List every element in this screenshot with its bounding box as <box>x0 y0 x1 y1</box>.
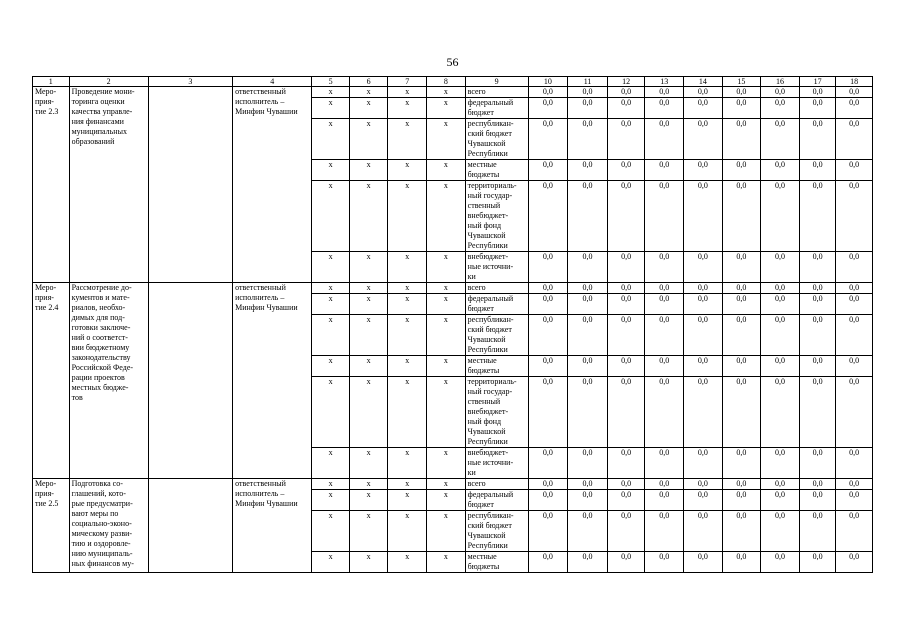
amount-cell: 0,0 <box>607 160 645 181</box>
amount-cell: 0,0 <box>607 98 645 119</box>
amount-cell: 0,0 <box>836 490 873 511</box>
amount-cell: 0,0 <box>684 294 723 315</box>
amount-cell: 0,0 <box>645 181 684 252</box>
amount-cell: 0,0 <box>568 283 608 294</box>
column-3-cell <box>148 479 232 573</box>
column-header: 6 <box>349 77 388 87</box>
amount-cell: 0,0 <box>799 252 836 283</box>
code-cell: х <box>427 552 466 573</box>
amount-cell: 0,0 <box>528 377 568 448</box>
amount-cell: 0,0 <box>568 552 608 573</box>
amount-cell: 0,0 <box>836 511 873 552</box>
amount-cell: 0,0 <box>568 315 608 356</box>
amount-cell: 0,0 <box>528 511 568 552</box>
amount-cell: 0,0 <box>528 479 568 490</box>
code-cell: х <box>427 377 466 448</box>
amount-cell: 0,0 <box>568 377 608 448</box>
code-cell: х <box>312 448 350 479</box>
amount-cell: 0,0 <box>799 283 836 294</box>
code-cell: х <box>312 356 350 377</box>
amount-cell: 0,0 <box>528 356 568 377</box>
amount-cell: 0,0 <box>528 87 568 98</box>
code-cell: х <box>427 283 466 294</box>
code-cell: х <box>388 294 427 315</box>
column-3-cell <box>148 283 232 479</box>
amount-cell: 0,0 <box>836 283 873 294</box>
amount-cell: 0,0 <box>722 356 761 377</box>
measure-label: Меро- прия- тие 2.4 <box>33 283 70 479</box>
column-header: 14 <box>684 77 723 87</box>
amount-cell: 0,0 <box>836 160 873 181</box>
amount-cell: 0,0 <box>799 448 836 479</box>
amount-cell: 0,0 <box>722 294 761 315</box>
amount-cell: 0,0 <box>607 479 645 490</box>
amount-cell: 0,0 <box>528 98 568 119</box>
code-cell: х <box>349 87 388 98</box>
amount-cell: 0,0 <box>607 490 645 511</box>
code-cell: х <box>388 252 427 283</box>
amount-cell: 0,0 <box>684 511 723 552</box>
column-header: 18 <box>836 77 873 87</box>
amount-cell: 0,0 <box>568 490 608 511</box>
amount-cell: 0,0 <box>684 448 723 479</box>
amount-cell: 0,0 <box>645 448 684 479</box>
amount-cell: 0,0 <box>528 315 568 356</box>
amount-cell: 0,0 <box>836 479 873 490</box>
amount-cell: 0,0 <box>836 98 873 119</box>
code-cell: х <box>349 552 388 573</box>
code-cell: х <box>427 181 466 252</box>
amount-cell: 0,0 <box>684 119 723 160</box>
amount-cell: 0,0 <box>722 252 761 283</box>
amount-cell: 0,0 <box>568 119 608 160</box>
code-cell: х <box>312 511 350 552</box>
column-header: 3 <box>148 77 232 87</box>
amount-cell: 0,0 <box>722 479 761 490</box>
amount-cell: 0,0 <box>722 315 761 356</box>
amount-cell: 0,0 <box>799 119 836 160</box>
amount-cell: 0,0 <box>799 490 836 511</box>
column-number-row <box>33 77 873 87</box>
column-header: 13 <box>645 77 684 87</box>
column-header: 2 <box>69 77 148 87</box>
amount-cell: 0,0 <box>645 252 684 283</box>
amount-cell: 0,0 <box>761 283 800 294</box>
amount-cell: 0,0 <box>684 479 723 490</box>
page-number: 56 <box>446 55 459 69</box>
amount-cell: 0,0 <box>836 448 873 479</box>
funding-source: федеральный бюджет <box>465 98 528 119</box>
amount-cell: 0,0 <box>684 315 723 356</box>
budget-table <box>32 76 873 573</box>
funding-source: всего <box>465 479 528 490</box>
amount-cell: 0,0 <box>645 356 684 377</box>
code-cell: х <box>312 294 350 315</box>
column-header: 12 <box>607 77 645 87</box>
amount-cell: 0,0 <box>836 87 873 98</box>
amount-cell: 0,0 <box>722 87 761 98</box>
amount-cell: 0,0 <box>836 356 873 377</box>
measure-description: Рассмотрение до- кументов и мате- риалов, необхо- димых для под- готовки заключе- ний о соответст- вии бюджетному законодательству Российской Феде- рации проектов местных бюдже- тов <box>69 283 148 479</box>
amount-cell: 0,0 <box>645 315 684 356</box>
amount-cell: 0,0 <box>761 294 800 315</box>
amount-cell: 0,0 <box>761 479 800 490</box>
table-row <box>33 283 873 294</box>
amount-cell: 0,0 <box>799 294 836 315</box>
amount-cell: 0,0 <box>722 377 761 448</box>
code-cell: х <box>427 119 466 160</box>
table-row <box>33 87 873 98</box>
amount-cell: 0,0 <box>836 252 873 283</box>
amount-cell: 0,0 <box>684 283 723 294</box>
amount-cell: 0,0 <box>761 181 800 252</box>
code-cell: х <box>312 315 350 356</box>
amount-cell: 0,0 <box>836 315 873 356</box>
column-header: 10 <box>528 77 568 87</box>
column-header: 5 <box>312 77 350 87</box>
amount-cell: 0,0 <box>528 490 568 511</box>
code-cell: х <box>312 98 350 119</box>
table-header <box>33 77 873 87</box>
amount-cell: 0,0 <box>645 119 684 160</box>
amount-cell: 0,0 <box>722 160 761 181</box>
code-cell: х <box>312 377 350 448</box>
column-header: 4 <box>233 77 312 87</box>
column-header: 8 <box>427 77 466 87</box>
code-cell: х <box>427 98 466 119</box>
amount-cell: 0,0 <box>528 294 568 315</box>
amount-cell: 0,0 <box>607 511 645 552</box>
amount-cell: 0,0 <box>761 448 800 479</box>
amount-cell: 0,0 <box>684 87 723 98</box>
amount-cell: 0,0 <box>568 294 608 315</box>
funding-source: республикан- ский бюджет Чувашской Республики <box>465 315 528 356</box>
code-cell: х <box>349 283 388 294</box>
amount-cell: 0,0 <box>799 181 836 252</box>
amount-cell: 0,0 <box>528 119 568 160</box>
amount-cell: 0,0 <box>722 552 761 573</box>
amount-cell: 0,0 <box>568 252 608 283</box>
code-cell: х <box>427 160 466 181</box>
amount-cell: 0,0 <box>645 98 684 119</box>
amount-cell: 0,0 <box>799 511 836 552</box>
amount-cell: 0,0 <box>528 283 568 294</box>
amount-cell: 0,0 <box>607 377 645 448</box>
code-cell: х <box>388 181 427 252</box>
amount-cell: 0,0 <box>684 356 723 377</box>
amount-cell: 0,0 <box>761 552 800 573</box>
amount-cell: 0,0 <box>684 490 723 511</box>
code-cell: х <box>349 252 388 283</box>
amount-cell: 0,0 <box>568 160 608 181</box>
funding-source: местные бюджеты <box>465 160 528 181</box>
code-cell: х <box>388 98 427 119</box>
amount-cell: 0,0 <box>645 479 684 490</box>
measure-description: Проведение мони- торинга оценки качества управле- ния финансами муниципальных образований <box>69 87 148 283</box>
code-cell: х <box>427 490 466 511</box>
code-cell: х <box>427 294 466 315</box>
column-header: 1 <box>33 77 70 87</box>
amount-cell: 0,0 <box>684 552 723 573</box>
amount-cell: 0,0 <box>568 181 608 252</box>
amount-cell: 0,0 <box>761 511 800 552</box>
amount-cell: 0,0 <box>722 448 761 479</box>
code-cell: х <box>388 356 427 377</box>
amount-cell: 0,0 <box>568 98 608 119</box>
funding-source: местные бюджеты <box>465 356 528 377</box>
column-header: 9 <box>465 77 528 87</box>
amount-cell: 0,0 <box>645 294 684 315</box>
code-cell: х <box>349 181 388 252</box>
amount-cell: 0,0 <box>836 181 873 252</box>
amount-cell: 0,0 <box>722 511 761 552</box>
code-cell: х <box>312 479 350 490</box>
funding-source: всего <box>465 87 528 98</box>
code-cell: х <box>388 511 427 552</box>
amount-cell: 0,0 <box>607 87 645 98</box>
amount-cell: 0,0 <box>568 511 608 552</box>
amount-cell: 0,0 <box>799 98 836 119</box>
amount-cell: 0,0 <box>722 490 761 511</box>
code-cell: х <box>312 160 350 181</box>
amount-cell: 0,0 <box>799 479 836 490</box>
code-cell: х <box>427 448 466 479</box>
amount-cell: 0,0 <box>568 356 608 377</box>
amount-cell: 0,0 <box>722 181 761 252</box>
amount-cell: 0,0 <box>722 283 761 294</box>
code-cell: х <box>388 552 427 573</box>
amount-cell: 0,0 <box>645 511 684 552</box>
code-cell: х <box>427 356 466 377</box>
responsible-executor: ответственный исполнитель – Минфин Чувашии <box>233 479 312 573</box>
code-cell: х <box>427 511 466 552</box>
amount-cell: 0,0 <box>684 252 723 283</box>
funding-source: федеральный бюджет <box>465 490 528 511</box>
code-cell: х <box>349 511 388 552</box>
amount-cell: 0,0 <box>568 448 608 479</box>
amount-cell: 0,0 <box>607 448 645 479</box>
amount-cell: 0,0 <box>761 252 800 283</box>
amount-cell: 0,0 <box>799 315 836 356</box>
amount-cell: 0,0 <box>528 181 568 252</box>
code-cell: х <box>349 294 388 315</box>
amount-cell: 0,0 <box>836 377 873 448</box>
code-cell: х <box>388 448 427 479</box>
amount-cell: 0,0 <box>645 283 684 294</box>
amount-cell: 0,0 <box>568 479 608 490</box>
amount-cell: 0,0 <box>799 160 836 181</box>
funding-source: внебюджет- ные источни- ки <box>465 448 528 479</box>
code-cell: х <box>427 252 466 283</box>
measure-description: Подготовка со- глашений, кото- рые предусматри- вают меры по социально-эконо- мическому разви- тию и оздоровле- нию муниципаль- ных финансов му- <box>69 479 148 573</box>
amount-cell: 0,0 <box>761 87 800 98</box>
amount-cell: 0,0 <box>607 119 645 160</box>
code-cell: х <box>388 87 427 98</box>
amount-cell: 0,0 <box>684 98 723 119</box>
amount-cell: 0,0 <box>645 160 684 181</box>
amount-cell: 0,0 <box>799 356 836 377</box>
amount-cell: 0,0 <box>607 356 645 377</box>
amount-cell: 0,0 <box>607 181 645 252</box>
funding-source: федеральный бюджет <box>465 294 528 315</box>
amount-cell: 0,0 <box>761 119 800 160</box>
amount-cell: 0,0 <box>528 160 568 181</box>
amount-cell: 0,0 <box>836 119 873 160</box>
amount-cell: 0,0 <box>607 552 645 573</box>
amount-cell: 0,0 <box>761 160 800 181</box>
code-cell: х <box>312 283 350 294</box>
amount-cell: 0,0 <box>607 294 645 315</box>
code-cell: х <box>427 87 466 98</box>
code-cell: х <box>388 479 427 490</box>
funding-source: внебюджет- ные источни- ки <box>465 252 528 283</box>
funding-source: всего <box>465 283 528 294</box>
amount-cell: 0,0 <box>607 283 645 294</box>
amount-cell: 0,0 <box>836 552 873 573</box>
amount-cell: 0,0 <box>722 98 761 119</box>
code-cell: х <box>312 552 350 573</box>
code-cell: х <box>388 119 427 160</box>
responsible-executor: ответственный исполнитель – Минфин Чувашии <box>233 87 312 283</box>
amount-cell: 0,0 <box>722 119 761 160</box>
amount-cell: 0,0 <box>645 377 684 448</box>
amount-cell: 0,0 <box>607 315 645 356</box>
column-header: 11 <box>568 77 608 87</box>
table-body <box>33 87 873 573</box>
amount-cell: 0,0 <box>684 377 723 448</box>
amount-cell: 0,0 <box>528 252 568 283</box>
code-cell: х <box>349 315 388 356</box>
code-cell: х <box>312 119 350 160</box>
code-cell: х <box>349 160 388 181</box>
code-cell: х <box>312 181 350 252</box>
code-cell: х <box>427 315 466 356</box>
amount-cell: 0,0 <box>761 490 800 511</box>
code-cell: х <box>388 283 427 294</box>
amount-cell: 0,0 <box>528 448 568 479</box>
amount-cell: 0,0 <box>799 87 836 98</box>
code-cell: х <box>312 87 350 98</box>
code-cell: х <box>349 356 388 377</box>
responsible-executor: ответственный исполнитель – Минфин Чувашии <box>233 283 312 479</box>
amount-cell: 0,0 <box>799 552 836 573</box>
code-cell: х <box>349 377 388 448</box>
code-cell: х <box>312 490 350 511</box>
amount-cell: 0,0 <box>645 87 684 98</box>
measure-label: Меро- прия- тие 2.5 <box>33 479 70 573</box>
code-cell: х <box>349 98 388 119</box>
funding-source: территориаль- ный государ- ственный внебюджет- ный фонд Чувашской Республики <box>465 181 528 252</box>
code-cell: х <box>427 479 466 490</box>
measure-label: Меро- прия- тие 2.3 <box>33 87 70 283</box>
code-cell: х <box>312 252 350 283</box>
code-cell: х <box>349 448 388 479</box>
code-cell: х <box>349 479 388 490</box>
amount-cell: 0,0 <box>684 181 723 252</box>
funding-source: местные бюджеты <box>465 552 528 573</box>
amount-cell: 0,0 <box>528 552 568 573</box>
amount-cell: 0,0 <box>836 294 873 315</box>
funding-source: республикан- ский бюджет Чувашской Республики <box>465 511 528 552</box>
column-3-cell <box>148 87 232 283</box>
amount-cell: 0,0 <box>645 552 684 573</box>
amount-cell: 0,0 <box>761 377 800 448</box>
amount-cell: 0,0 <box>607 252 645 283</box>
amount-cell: 0,0 <box>645 490 684 511</box>
amount-cell: 0,0 <box>761 98 800 119</box>
amount-cell: 0,0 <box>761 356 800 377</box>
code-cell: х <box>388 377 427 448</box>
amount-cell: 0,0 <box>684 160 723 181</box>
code-cell: х <box>388 160 427 181</box>
funding-source: территориаль- ный государ- ственный внебюджет- ный фонд Чувашской Республики <box>465 377 528 448</box>
amount-cell: 0,0 <box>799 377 836 448</box>
column-header: 17 <box>799 77 836 87</box>
code-cell: х <box>388 315 427 356</box>
amount-cell: 0,0 <box>761 315 800 356</box>
code-cell: х <box>349 490 388 511</box>
funding-source: республикан- ский бюджет Чувашской Республики <box>465 119 528 160</box>
code-cell: х <box>349 119 388 160</box>
column-header: 15 <box>722 77 761 87</box>
table-row <box>33 479 873 490</box>
column-header: 16 <box>761 77 800 87</box>
code-cell: х <box>388 490 427 511</box>
column-header: 7 <box>388 77 427 87</box>
amount-cell: 0,0 <box>568 87 608 98</box>
